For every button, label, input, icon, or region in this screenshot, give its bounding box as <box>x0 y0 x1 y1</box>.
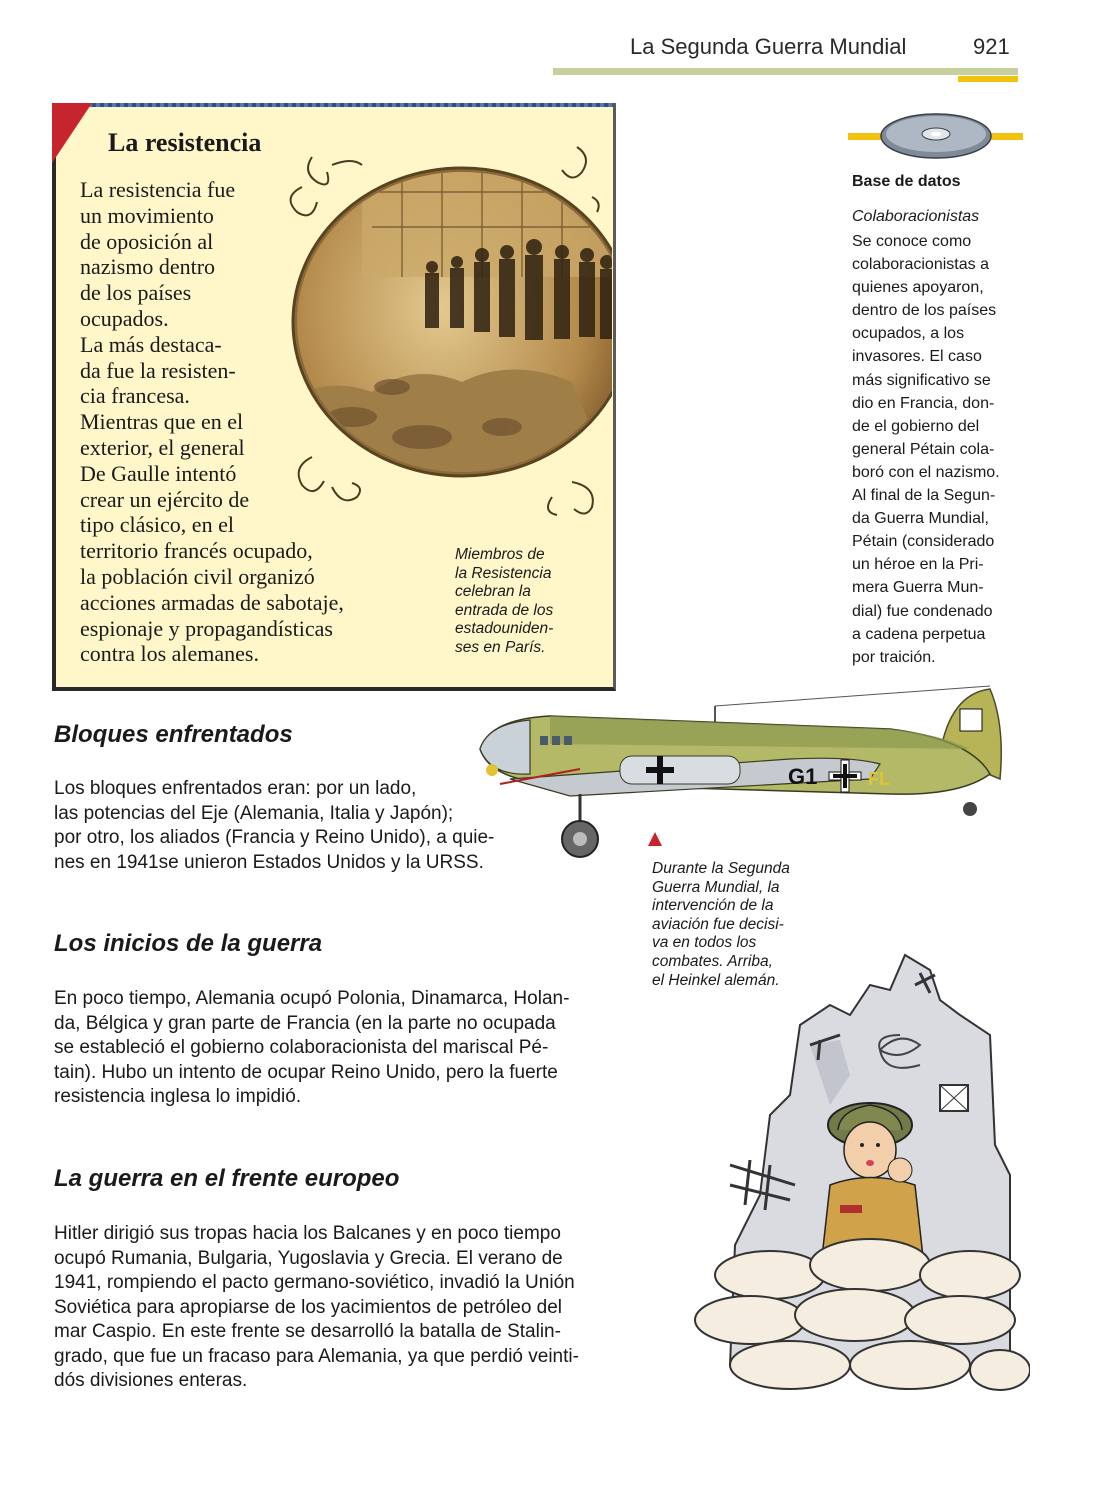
paragraph-line: ocupó Rumania, Bulgaria, Yugoslavia y Grecia. El verano de <box>54 1247 563 1269</box>
body-line: nazismo dentro <box>80 254 216 280</box>
caption-line: el Heinkel alemán. <box>652 971 780 989</box>
resistance-body <box>80 177 344 667</box>
paragraph-line: Hitler dirigió sus tropas hacia los Balcanes y en poco tiempo <box>54 1223 561 1244</box>
body-line: un movimiento <box>80 202 214 228</box>
sidebar-line: invasores. El caso <box>852 348 982 366</box>
caption-line: la Resistencia <box>455 564 552 582</box>
resistance-title: La resistencia <box>108 128 262 157</box>
caption-line: celebran la <box>455 583 531 600</box>
body-line: exterior, el general <box>80 434 245 460</box>
paragraph-line: grado, que fue un fracaso para Alemania, ya que perdió veinti- <box>54 1345 579 1367</box>
section-heading: La guerra en el frente europeo <box>54 1165 400 1192</box>
paragraph-line: da, Bélgica y gran parte de Francia (en la parte no ocupada <box>54 1012 556 1034</box>
sidebar-line: dial) fue condenado <box>852 602 993 620</box>
sidebar-line: mera Guerra Mun- <box>852 579 984 597</box>
body-line: acciones armadas de sabotaje, <box>80 589 344 615</box>
sidebar-line: Pétain (considerado <box>852 533 995 551</box>
sidebar-line: por traición. <box>852 648 936 666</box>
section-paragraph <box>54 777 494 875</box>
sidebar-line: Al final de la Segun- <box>852 487 996 505</box>
sidebar-line: boró con el nazismo. <box>852 463 1000 481</box>
paragraph-line: nes en 1941se unieron Estados Unidos y la URSS. <box>54 851 484 873</box>
sidebar-line: dio en Francia, don- <box>852 394 995 412</box>
sidebar-line: quienes apoyaron, <box>852 279 984 297</box>
body-line: contra los alemanes. <box>80 641 259 667</box>
page-number: 921 <box>973 34 1010 59</box>
paragraph-line: En poco tiempo, Alemania ocupó Polonia, Dinamarca, Holan- <box>54 988 570 1009</box>
paragraph-line: se estableció el gobierno colaboracionista del mariscal Pé- <box>54 1037 549 1058</box>
caption-line: Miembros de <box>455 546 545 563</box>
body-line: tipo clásico, en el <box>80 512 234 538</box>
header-rule <box>553 68 1018 75</box>
corner-accent <box>52 103 92 163</box>
body-line: cia francesa. <box>80 383 190 409</box>
body-line: La resistencia fue <box>80 177 236 202</box>
header-accent <box>958 76 1018 82</box>
section-paragraph <box>54 987 569 1110</box>
sidebar-heading: Base de datos <box>852 173 961 190</box>
cd-icon <box>848 108 1023 168</box>
caption-line: Guerra Mundial, la <box>652 878 780 896</box>
sidebar-line: general Pétain cola- <box>852 440 995 458</box>
body-line: Mientras que en el <box>80 409 244 435</box>
sidebar-line: dentro de los países <box>852 302 997 320</box>
section-heading: Los inicios de la guerra <box>54 930 323 957</box>
page-header-title: La Segunda Guerra Mundial <box>630 34 907 59</box>
paragraph-line: Los bloques enfrentados eran: por un lado, <box>54 778 417 799</box>
sidebar-line: de el gobierno del <box>852 417 980 435</box>
section-paragraph <box>54 1222 579 1394</box>
sidebar-line: colaboracionistas a <box>852 256 989 274</box>
caption-line: aviación fue decisi- <box>652 915 784 933</box>
body-line: crear un ejército de <box>80 486 250 512</box>
sidebar-line: a cadena perpetua <box>852 625 986 643</box>
paragraph-line: Soviética para apropiarse de los yacimientos de petróleo del <box>54 1296 563 1318</box>
body-line: espionaje y propagandísticas <box>80 615 333 641</box>
paragraph-line: mar Caspio. En este frente se desarrolló la batalla de Stalin- <box>54 1321 561 1342</box>
body-line: De Gaulle intentó <box>80 460 237 486</box>
caption-line: entrada de los <box>455 601 554 619</box>
sidebar-line: un héroe en la Pri- <box>852 556 984 574</box>
sidebar-line: da Guerra Mundial, <box>852 510 989 528</box>
section-heading: Bloques enfrentados <box>54 721 293 748</box>
caption-arrow-icon <box>648 832 662 846</box>
body-line: ocupados. <box>80 305 169 331</box>
plane-marking: G1 <box>788 764 818 789</box>
caption-line: combates. Arriba, <box>652 952 773 970</box>
sidebar-line: más significativo se <box>852 371 991 389</box>
sidebar-line: ocupados, a los <box>852 325 965 343</box>
body-line: La más destaca- <box>80 331 222 357</box>
paragraph-line: por otro, los aliados (Francia y Reino Unido), a quie- <box>54 827 495 848</box>
sidebar-body <box>852 230 1000 669</box>
caption-line: ses en París. <box>455 638 546 656</box>
body-line: territorio francés ocupado, <box>80 538 313 564</box>
paragraph-line: las potencias del Eje (Alemania, Italia y Japón); <box>54 802 454 824</box>
paragraph-line: dós divisiones enteras. <box>54 1370 248 1391</box>
sidebar-term: Colaboracionistas <box>852 208 980 225</box>
paragraph-line: tain). Hubo un intento de ocupar Reino Unido, pero la fuerte <box>54 1061 558 1083</box>
body-line: de los países <box>80 280 192 306</box>
body-line: de oposición al <box>80 228 214 254</box>
caption-line: va en todos los <box>652 934 757 952</box>
paragraph-line: 1941, rompiendo el pacto germano-soviético, invadió la Unión <box>54 1272 575 1293</box>
soldier-illustration <box>690 945 1030 1415</box>
plane-marking-tail: FL <box>868 769 890 789</box>
paragraph-line: resistencia inglesa lo impidió. <box>54 1086 302 1107</box>
heinkel-plane-illustration <box>470 684 1030 866</box>
photo-caption <box>455 546 553 657</box>
caption-line: intervención de la <box>652 897 774 915</box>
body-line: la población civil organizó <box>80 563 315 589</box>
caption-line: estadouniden- <box>455 620 554 637</box>
sidebar-line: Se conoce como <box>852 233 972 250</box>
body-line: da fue la resisten- <box>80 357 236 383</box>
caption-line: Durante la Segunda <box>652 860 790 877</box>
